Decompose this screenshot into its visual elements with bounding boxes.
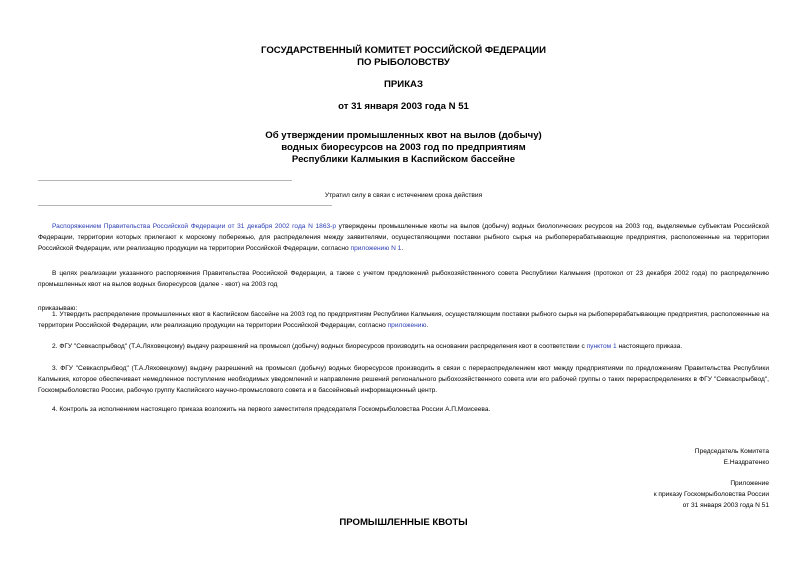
paragraph-text: утверждены промышленные квоты на вылов (добычу) водных биологических ресурсов на 2003 год, выделяемые субъектам Российской Федерации, территории которых прилегают к морскому побережью, для распределения между заявителями, осуществляющими поставки рыбного сырья на рыбоперерабатывающие предприятия, расположенные на территории Российской Федерации, или реализацию продукции на территории Российской Федерации, согласно [38,223,769,252]
appendix-line-2: к приказу Госкомрыболовства России [653,491,769,498]
signature-block [695,446,769,468]
status-note: Утратил силу в связи с истечением срока действия [324,192,483,199]
item-1-link[interactable]: пунктом 1 [586,343,617,350]
subject-line-2: водных биоресурсов на 2003 год по предприятиям [281,142,526,153]
appendix-line-3: от 31 января 2003 года N 51 [682,502,769,509]
appendix-link[interactable]: приложению [387,322,427,329]
paragraph-order-word: приказываю: [38,305,78,312]
divider-bottom [38,205,332,206]
document-date: от 31 января 2003 года N 51 [338,101,469,112]
section-title: ПРОМЫШЛЕННЫЕ КВОТЫ [339,517,468,528]
org-line-2: ПО РЫБОЛОВСТВУ [357,57,450,68]
paragraph-text: 1. Утвердить распределение промышленных квот в Каспийском бассейне на 2003 год по предприятиям Республики Калмыкия, осуществляющим поставки рыбного сырья на рыбоперерабатывающие предприятия, расположенные на территории Российской Федерации, или реализацию продукции на территории Российской Федерации, согласно [38,311,769,329]
org-line-1: ГОСУДАРСТВЕННЫЙ КОМИТЕТ РОССИЙСКОЙ ФЕДЕРАЦИИ [261,45,546,56]
appendix-line-1: Приложение [730,480,769,487]
subject-line-3: Республики Калмыкия в Каспийском бассейне [291,154,516,165]
subject-line-1: Об утверждении промышленных квот на вылов (добычу) [265,130,542,141]
paragraph-preamble [38,221,769,254]
document-subject [38,130,769,166]
signatory-name: Е.Наздратенко [723,459,769,466]
signatory-position: Председатель Комитета [694,448,769,455]
government-order-link[interactable]: Распоряжением Правительства Российской Федерации от 31 декабря 2002 года N 1863-р [52,223,337,230]
paragraph-item-4: 4. Контроль за исполнением настоящего приказа возложить на первого заместителя председателя Госкомрыболовства России А.П.Моисеева. [52,406,491,413]
appendix-1-link[interactable]: приложению N 1 [350,245,402,252]
paragraph-item-1 [38,309,769,331]
document-page [38,0,769,571]
paragraph-end: настоящего приказа. [616,343,683,350]
paragraph-purpose: В целях реализации указанного распоряжения Правительства Российской Федерации, а также с учетом предложений рыбохозяйственного совета Республики Калмыкия (протокол от 23 декабря 2002 года) по распределению промышленных квот на вылов водных биоресурсов (далее - квот) на 2003 год [38,270,769,288]
paragraph-text: 2. ФГУ "Севкаспрыбвод" (Т.А.Ляховецкому) выдачу разрешений на промысел (добычу) водных биоресурсов производить на основании распределения квот в соответствии с [52,343,587,350]
issuing-authority [38,45,769,69]
appendix-header [654,478,769,511]
paragraph-end: . [401,245,404,252]
paragraph-item-2 [38,341,769,352]
paragraph-item-3: 3. ФГУ "Севкаспрыбвод" (Т.А.Ляховецкому) выдачу разрешений на промысел (добычу) водных биоресурсов производить в связи с перераспределением квот между предприятиями по предложениям Правительства Республики Калмыкия, которое обеспечивает немедленное поступление необходимых уведомлений и направление решений регионального рыбохозяйственного совета или его рабочей группы о таких перераспределениях в ФГУ "Севкаспрыбвод", Госкомрыболовство России, рабочую группу Каспийского научно-промыслового совета и в бассейновый информационный центр. [38,365,769,394]
paragraph-end: . [426,322,429,329]
divider-top [38,180,292,181]
document-type: ПРИКАЗ [384,79,423,90]
